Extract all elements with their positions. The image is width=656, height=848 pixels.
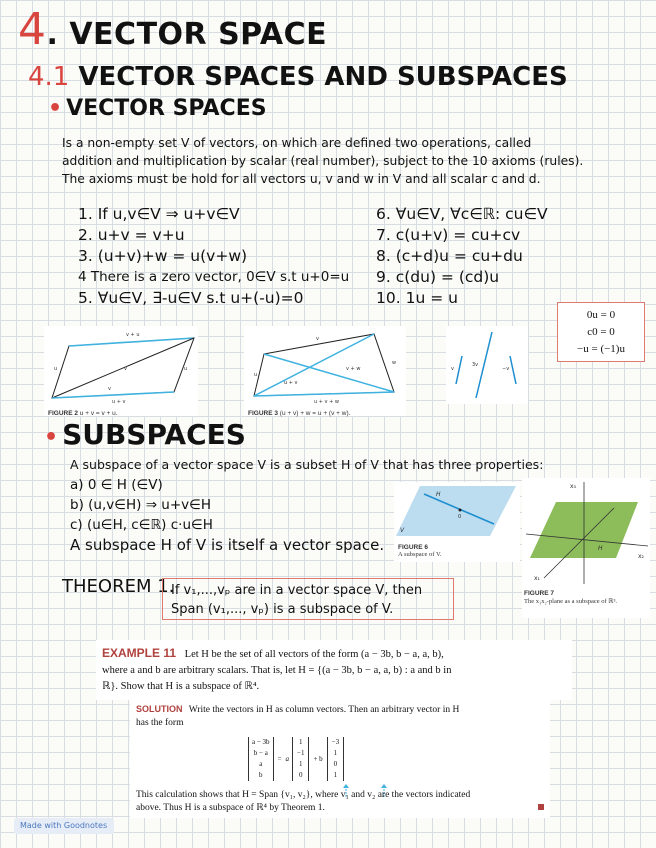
section-title: VECTOR SPACES AND SUBSPACES xyxy=(78,62,568,92)
fig-label: H xyxy=(598,545,603,552)
subspaces-heading xyxy=(44,418,246,451)
identity: c0 = 0 xyxy=(587,326,615,338)
caption-label: FIGURE 6 xyxy=(398,544,428,551)
fig-label: 0 xyxy=(458,514,462,520)
fig-label: w xyxy=(392,360,397,366)
fig-label: v + u xyxy=(126,332,140,338)
axioms-left-column xyxy=(78,204,349,309)
example-title: EXAMPLE 11 xyxy=(102,646,177,660)
fig-label: V xyxy=(400,527,405,534)
fig-label: v xyxy=(451,366,454,372)
scalar-multiples-diagram xyxy=(446,326,528,404)
example-line: ℝ}. Show that H is a subspace of ℝ⁴. xyxy=(102,681,260,692)
fig-label: u xyxy=(184,366,188,372)
chapter-heading xyxy=(18,4,327,55)
figure-7 xyxy=(522,478,650,618)
subspaces-title: SUBSPACES xyxy=(62,418,246,451)
caption-text: (u + v) + w = u + (v + w). xyxy=(279,410,351,417)
caption-label: FIGURE 3 xyxy=(248,410,278,417)
axiom-item: 8. (c+d)u = cu+du xyxy=(376,247,523,265)
fig-label: x₂ xyxy=(638,553,644,560)
matrix-entry: 0 xyxy=(298,771,303,779)
fig-label: x₃ xyxy=(570,483,576,490)
fig-label: v + w xyxy=(346,366,361,372)
intro-line: The axioms must be hold for all vectors u, v and w in V and all scalar c and d. xyxy=(62,172,541,186)
example-line: where a and b are arbitrary scalars. That is, let H = {(a − 3b, b − a, a, b) : a and b in xyxy=(102,665,452,676)
matrix-entry: −3 xyxy=(331,738,340,746)
end-of-proof-icon xyxy=(538,804,544,810)
figure-3-caption xyxy=(244,410,406,417)
fig-label: u + v xyxy=(284,380,298,386)
solution-line: This calculation shows that H = Span {v₁, v₂}, where v₁ and v₂ are the vectors indicated xyxy=(136,790,471,800)
property-a: a) 0 ∈ H (∈V) xyxy=(70,477,163,493)
matrix-entry: −1 xyxy=(297,749,305,757)
figure-6-caption xyxy=(394,544,520,558)
matrix-v1 xyxy=(292,737,309,781)
fig-label: u xyxy=(254,372,258,378)
solution-line: above. Thus H is a subspace of ℝ⁴ by Theorem 1. xyxy=(136,803,325,813)
intro-paragraph xyxy=(62,134,642,188)
figure-3-diagram xyxy=(244,326,406,404)
figure-6-diagram xyxy=(394,482,520,540)
theorem-line: Span (v₁,..., vₚ) is a subspace of V. xyxy=(171,602,394,617)
fig-label: 3v xyxy=(472,362,479,368)
intro-line: addition and multiplication by scalar (real number), subject to the 10 axioms (rules). xyxy=(62,154,584,168)
solution xyxy=(130,700,550,818)
chapter-number: 4 xyxy=(18,4,47,55)
matrix-entry: 1 xyxy=(298,760,303,768)
matrix-entry: 1 xyxy=(333,771,338,779)
def-line: A subspace of a vector space V is a subset H of V that has three properties: xyxy=(70,457,544,472)
caption-text: u + v = v + u. xyxy=(79,410,118,417)
axiom-item: 3. (u+v)+w = u(v+w) xyxy=(78,247,248,265)
property-c: c) (u∈H, c∈ℝ) c·u∈H xyxy=(70,517,213,533)
identities-box xyxy=(557,302,645,362)
solution-title: SOLUTION xyxy=(136,704,183,714)
bullet-icon: • xyxy=(44,425,59,450)
fig-label: H xyxy=(436,491,441,498)
solution-conclusion xyxy=(130,786,556,818)
caption-text: A subspace of V. xyxy=(398,551,442,558)
theorem-label: THEOREM 1. xyxy=(62,576,175,597)
fig-label: v xyxy=(108,386,111,392)
fig-label: v xyxy=(124,366,127,372)
matrix-entry: 0 xyxy=(333,760,338,768)
caption-text: The x₁x₂-plane as a subspace of ℝ³. xyxy=(524,598,618,605)
fig-label: u xyxy=(54,366,58,372)
figure-6 xyxy=(394,482,520,562)
caption-label: FIGURE 7 xyxy=(524,590,554,597)
figure-scalar-multiples xyxy=(446,326,528,404)
solution-line: has the form xyxy=(136,718,184,728)
theorem-line: If v₁,...,vₚ are in a vector space V, then xyxy=(171,583,423,598)
axiom-item: 5. ∀u∈V, ∃-u∈V s.t u+(-u)=0 xyxy=(78,289,304,307)
equals-sign: = xyxy=(277,755,282,763)
chapter-title: . VECTOR SPACE xyxy=(46,17,328,52)
matrix-entry: a xyxy=(259,760,263,768)
property-b: b) (u,v∈H) ⇒ u+v∈H xyxy=(70,497,212,513)
subsection-title: VECTOR SPACES xyxy=(66,96,267,121)
bullet-icon: • xyxy=(48,96,63,121)
axiom-item: 4 There is a zero vector, 0∈V s.t u+0=u xyxy=(78,269,350,285)
coef-a: a xyxy=(285,755,290,763)
axiom-item: 1. If u,v∈V ⇒ u+v∈V xyxy=(78,205,240,223)
intro-line: Is a non-empty set V of vectors, on which are defined two operations, called xyxy=(62,136,532,150)
matrix-v2 xyxy=(327,737,344,781)
fig-label: v xyxy=(316,336,319,342)
matrix-entry: a − 3b xyxy=(252,738,270,746)
matrix-entry: 1 xyxy=(298,738,303,746)
figure-2-parallelogram xyxy=(44,326,198,404)
axioms-right-column xyxy=(376,204,548,309)
goodnotes-badge: Made with Goodnotes xyxy=(14,818,114,834)
theorem-box xyxy=(162,578,454,620)
fig-label: −v xyxy=(502,366,510,372)
caption-label: FIGURE 2 xyxy=(48,410,78,417)
section-number: 4.1 xyxy=(28,62,70,92)
subspace-note: A subspace H of V is itself a vector space. xyxy=(70,536,385,554)
axiom-item: 2. u+v = v+u xyxy=(78,226,185,244)
matrix-entry: b − a xyxy=(253,749,268,757)
figure-7-diagram xyxy=(522,478,650,586)
figure-2 xyxy=(44,326,198,416)
identity: −u = (−1)u xyxy=(577,343,625,355)
fig-label: u + v xyxy=(112,399,126,404)
matrix-left xyxy=(248,737,274,781)
example-line: Let H be the set of all vectors of the form (a − 3b, b − a, a, b), xyxy=(184,649,444,660)
vector-equation xyxy=(248,734,344,784)
axiom-item: 10. 1u = u xyxy=(376,289,458,307)
identity: 0u = 0 xyxy=(586,309,616,321)
axiom-item: 6. ∀u∈V, ∀c∈ℝ: cu∈V xyxy=(376,205,548,223)
axiom-item: 9. c(du) = (cd)u xyxy=(376,268,500,286)
figure-3 xyxy=(244,326,406,416)
subsection-heading xyxy=(48,96,267,121)
matrix-entry: 1 xyxy=(333,749,338,757)
section-heading xyxy=(28,62,568,92)
fig-label: u + v + w xyxy=(314,399,339,404)
matrix-entry: b xyxy=(259,771,263,779)
solution-line: Write the vectors in H as column vectors. Then an arbitrary vector in H xyxy=(188,705,460,715)
figure-2-caption xyxy=(44,410,198,417)
axiom-item: 7. c(u+v) = cu+cv xyxy=(376,226,521,244)
figure-7-caption xyxy=(522,590,650,605)
fig-label: x₁ xyxy=(534,575,540,582)
plus-b: + b xyxy=(313,755,323,763)
example-11 xyxy=(96,640,572,700)
